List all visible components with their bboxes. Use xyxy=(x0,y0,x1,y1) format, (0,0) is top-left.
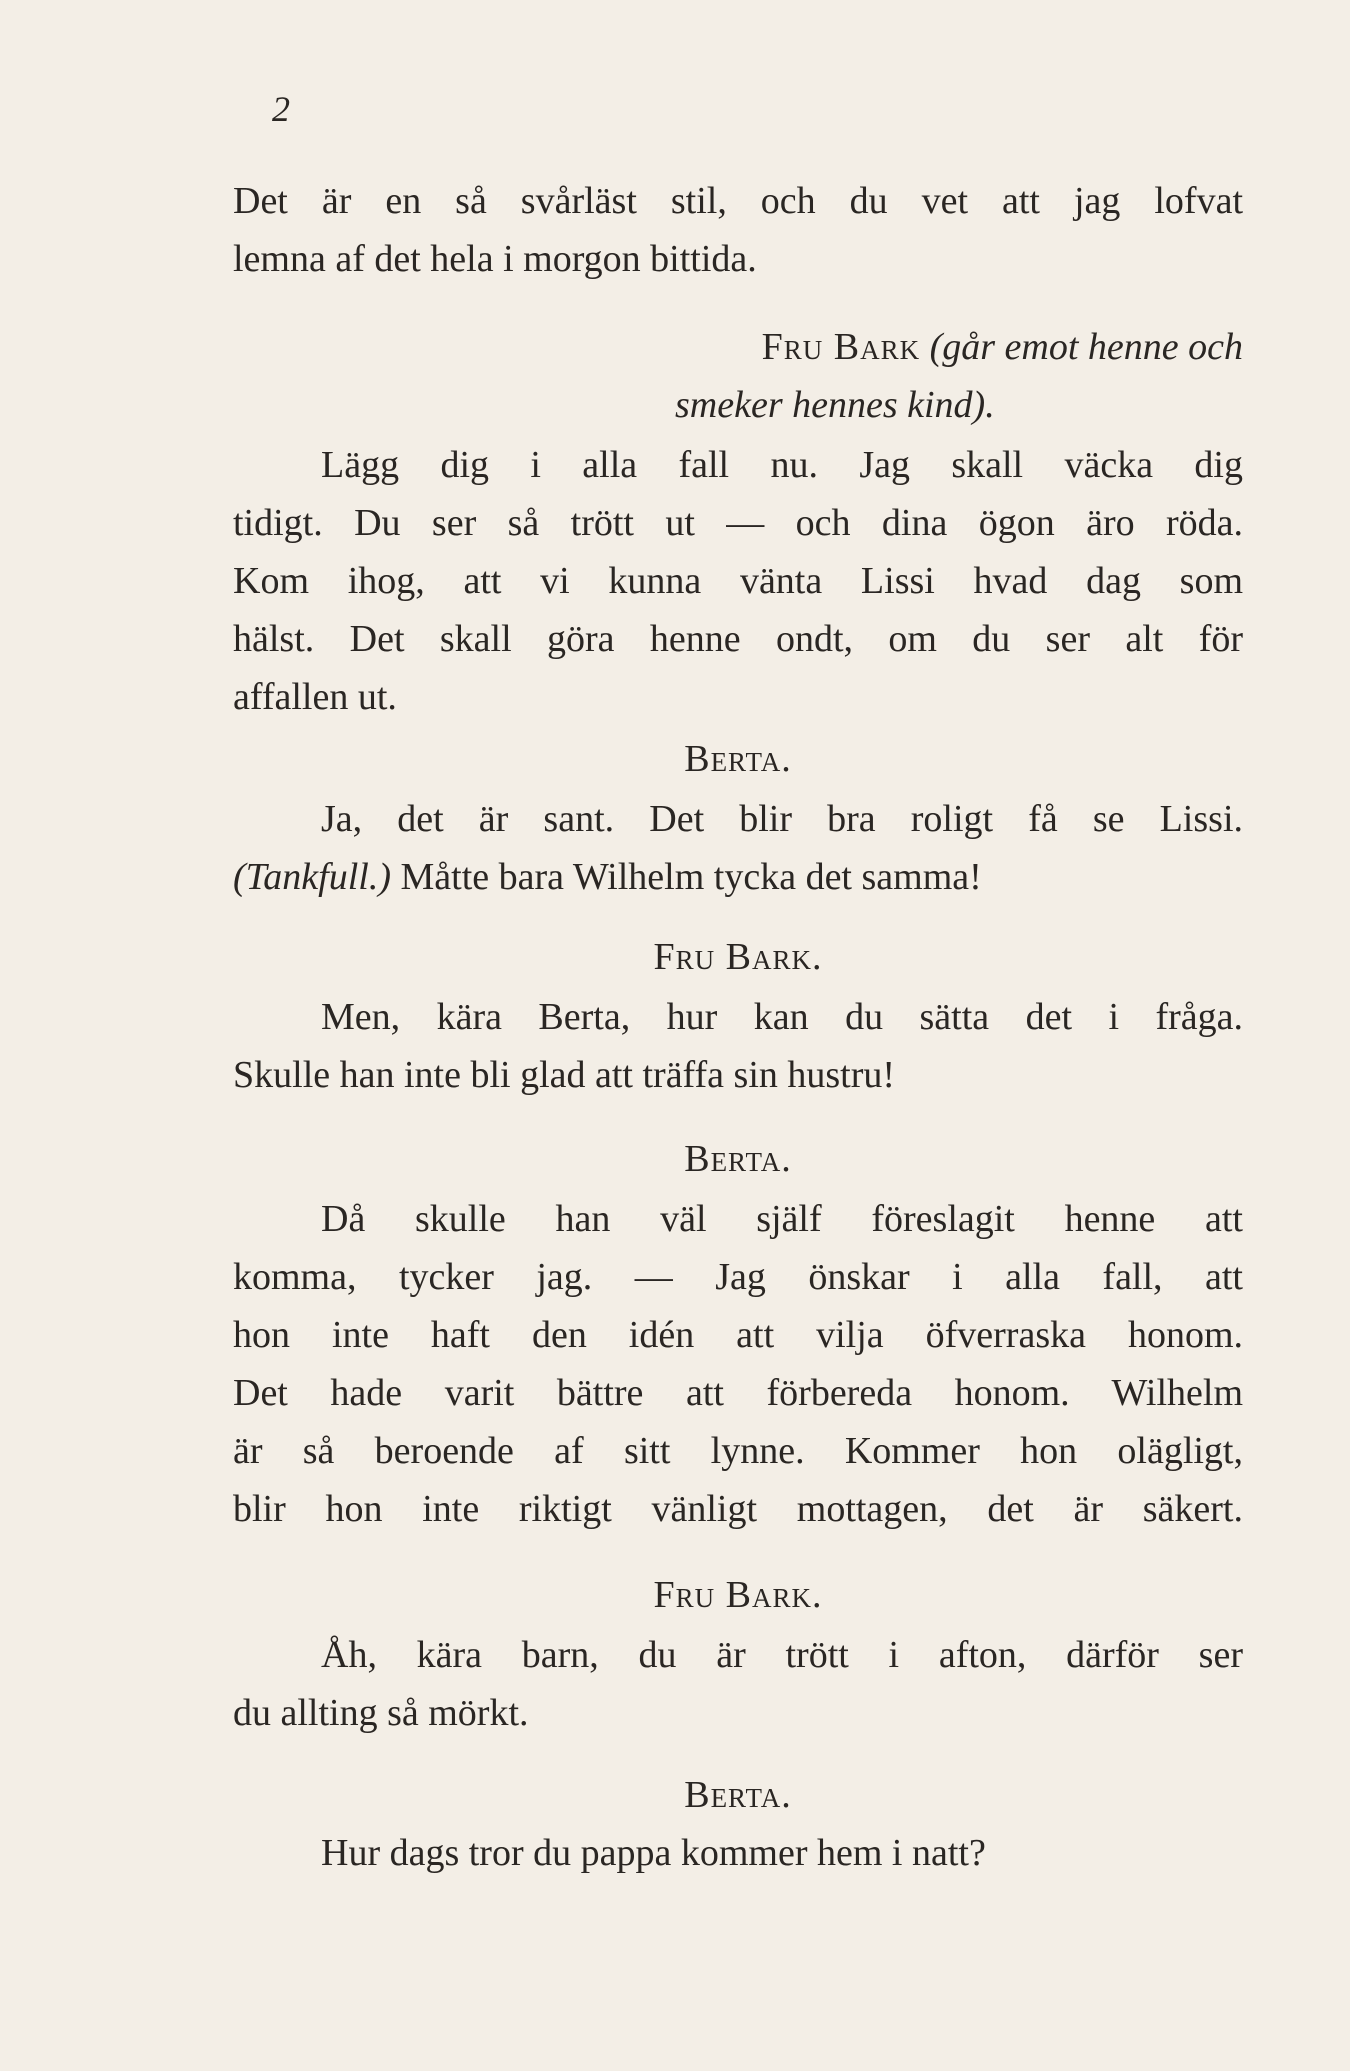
text-line: affallen ut. xyxy=(233,676,397,718)
text-line: är så beroende af sitt lynne. Kommer hon olägligt, xyxy=(233,1430,1243,1472)
text-line: Det hade varit bättre att förbereda honom. Wilhelm xyxy=(233,1372,1243,1414)
text-line: du allting så mörkt. xyxy=(233,1692,529,1734)
page-number: 2 xyxy=(272,89,290,129)
speaker-heading: Berta. xyxy=(684,1774,792,1816)
text-line: Hur dags tror du pappa kommer hem i natt? xyxy=(321,1832,986,1874)
text-line: Men, kära Berta, hur kan du sätta det i fråga. xyxy=(321,996,1243,1038)
speaker-heading xyxy=(233,318,1243,376)
text-line: Lägg dig i alla fall nu. Jag skall väcka dig xyxy=(321,444,1243,486)
text-line: (Tankfull.) Måtte bara Wilhelm tycka det samma! xyxy=(233,856,982,898)
text-line: Kom ihog, att vi kunna vänta Lissi hvad dag som xyxy=(233,560,1243,602)
text-line: Åh, kära barn, du är trött i afton, därför ser xyxy=(321,1634,1243,1676)
text-line: lemna af det hela i morgon bittida. xyxy=(233,238,757,280)
text-line: hon inte haft den idén att vilja öfverraska honom. xyxy=(233,1314,1243,1356)
text-line: hälst. Det skall göra henne ondt, om du ser alt för xyxy=(233,618,1243,660)
text-line: komma, tycker jag. — Jag önskar i alla fall, att xyxy=(233,1256,1243,1298)
text-line: Det är en så svårläst stil, och du vet att jag lofvat xyxy=(233,180,1243,222)
text-line: tidigt. Du ser så trött ut — och dina ögon äro röda. xyxy=(233,502,1243,544)
speaker-heading: Berta. xyxy=(684,1138,792,1180)
speaker-name: Fru Bark xyxy=(761,326,921,368)
stage-direction-continued: smeker hennes kind). xyxy=(675,384,995,426)
text-line: Skulle han inte bli glad att träffa sin hustru! xyxy=(233,1054,896,1096)
text-line: Då skulle han väl själf föreslagit henne att xyxy=(321,1198,1243,1240)
text-line: Ja, det är sant. Det blir bra roligt få se Lissi. xyxy=(321,798,1243,840)
text-line: blir hon inte riktigt vänligt mottagen, det är säkert. xyxy=(233,1488,1243,1530)
stage-direction: (går emot henne och xyxy=(929,326,1243,368)
stage-direction: (Tankfull.) xyxy=(233,856,391,898)
speaker-heading: Berta. xyxy=(684,738,792,780)
speaker-heading: Fru Bark. xyxy=(653,1574,823,1616)
speaker-heading: Fru Bark. xyxy=(653,936,823,978)
